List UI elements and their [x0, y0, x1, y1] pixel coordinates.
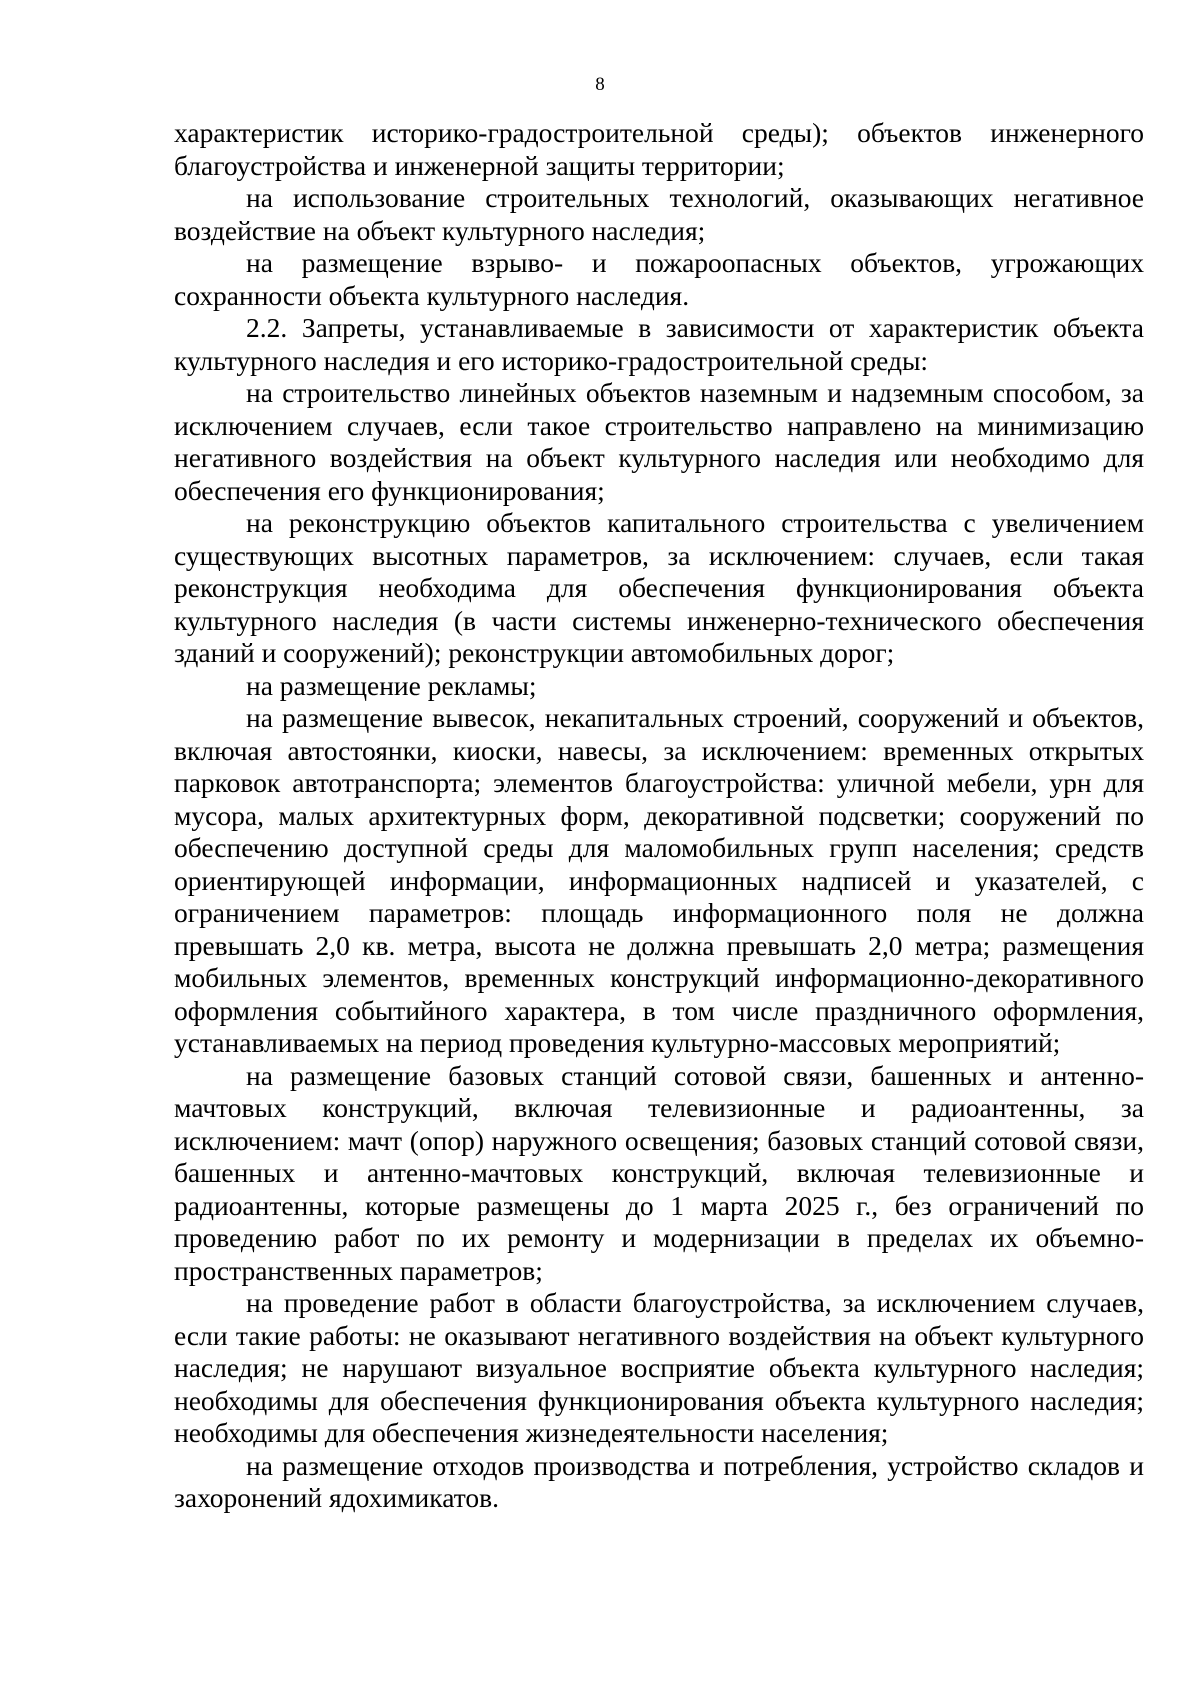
paragraph-7: на размещение рекламы; [246, 669, 537, 701]
paragraph-8: на размещение вывесок, некапитальных строений, сооружений и объектов, включая автостоянки, киоски, навесы, за исключением: временных открытых парковок автотранспорта; элементов благоустройства: уличной мебели, урн для мусора, малых архитектурных форм, декоративной подсветки; сооружений по обеспечению доступной среды для маломобильных групп населения; средств ориентирующей информации, информационных надписей и указателей, с ограничением параметров: площадь информационного поля не должна превышать 2,0 кв. метра, высота не должна превышать 2,0 метра; размещения мобильных элементов, временных конструкций информационно-декоративного оформления событийного характера, в том числе праздничного оформления, устанавливаемых на период проведения культурно-массовых мероприятий; [174, 702, 1144, 1058]
paragraph-5: на строительство линейных объектов наземным и надземным способом, за исключением случаев, если такое строительство направлено на минимизацию негативного воздействия на объект культурного наследия или необходимо для обеспечения его функционирования; [174, 377, 1144, 506]
paragraph-1: характеристик историко-градостроительной среды); объектов инженерного благоустройства и инженерной защиты территории; [174, 117, 1144, 181]
paragraph-2: на использование строительных технологий, оказывающих негативное воздействие на объект культурного наследия; [174, 182, 1144, 246]
document-body [174, 117, 1144, 1515]
paragraph-4: 2.2. Запреты, устанавливаемые в зависимости от характеристик объекта культурного наследия и его историко-градостроительной среды: [174, 312, 1144, 376]
paragraph-3: на размещение взрыво- и пожароопасных объектов, угрожающих сохранности объекта культурного наследия. [174, 247, 1144, 311]
paragraph-10: на проведение работ в области благоустройства, за исключением случаев, если такие работы: не оказывают негативного воздействия на объект культурного наследия; не нарушают визуальное восприятие объекта культурного наследия; необходимы для обеспечения функционирования объекта культурного наследия; необходимы для обеспечения жизнедеятельности населения; [174, 1287, 1144, 1448]
page-number: 8 [595, 74, 605, 95]
paragraph-11: на размещение отходов производства и потребления, устройство складов и захоронений ядохимикатов. [174, 1449, 1144, 1513]
paragraph-6: на реконструкцию объектов капитального строительства с увеличением существующих высотных параметров, за исключением: случаев, если такая реконструкция необходима для обеспечения функционирования объекта культурного наследия (в части системы инженерно-технического обеспечения зданий и сооружений); реконструкции автомобильных дорог; [174, 507, 1144, 668]
paragraph-9: на размещение базовых станций сотовой связи, башенных и антенно-мачтовых конструкций, включая телевизионные и радиоантенны, за исключением: мачт (опор) наружного освещения; базовых станций сотовой связи, башенных и антенно-мачтовых конструкций, включая телевизионные и радиоантенны, которые размещены до 1 марта 2025 г., без ограничений по проведению работ по их ремонту и модернизации в пределах их объемно-пространственных параметров; [174, 1059, 1144, 1286]
